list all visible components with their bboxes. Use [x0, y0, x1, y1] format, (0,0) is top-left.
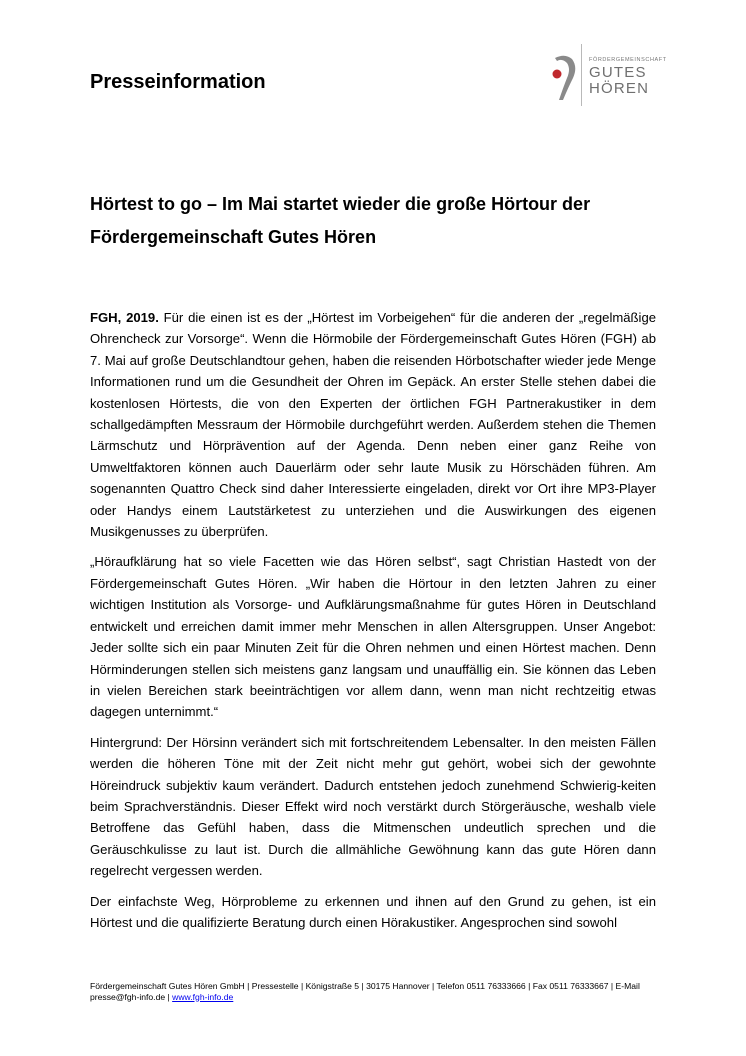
page-title: Presseinformation [90, 71, 266, 93]
paragraph-3: Hintergrund: Der Hörsinn verändert sich mit fortschreitendem Lebensalter. In den meisten Fällen werden die höheren Töne mit der Zeit nicht mehr gut gehört, wobei sich der gewohnte Höreindruck subjektiv kaum verändert. Dadurch entstehen jedoch zunehmend Schwierig-keiten beim Sprachverständnis. Dieser Effekt wird noch verstärkt durch Störgeräusche, weshalb viele Betroffene das Gefühl haben, dass die Mitmenschen undeutlich sprechen und die Geräuschkulisse zu laut ist. Durch die allmähliche Gewöhnung kann das gute Hören dann regelrecht vergessen werden. [90, 734, 656, 879]
logo-line-1: GUTES [589, 64, 647, 81]
paragraph-2: „Höraufklärung hat so viele Facetten wie das Hören selbst“, sagt Christian Hastedt von der Fördergemeinschaft Gutes Hören. „Wir haben die Hörtour in den letzten Jahren zu einer wichtigen Institution als Vorsorge- und Aufklärungsmaßnahme für gutes Hören in Deutschland entwickelt und erreichen damit immer mehr Menschen in allen Altersgruppen. Unser Angebot: Jeder sollte sich ein paar Minuten Zeit für die Ohren nehmen und einen Hörtest machen. Denn Hörminderungen stellen sich meistens ganz langsam und unauffällig ein. Sie können das Leben in vielen Bereichen stark beeinträchtigen vor allem dann, wenn man nicht rechtzeitig etwas dagegen unternimmt.“ [90, 554, 656, 720]
logo-line-2: HÖREN [589, 80, 650, 97]
paragraph-4: Der einfachste Weg, Hörprobleme zu erkennen und ihnen auf den Grund zu gehen, ist ein Hörtest und die qualifizierte Beratung durch einen Hörakustiker. Angesprochen sind sowohl [90, 893, 656, 930]
paragraph-1-text: Für die einen ist es der „Hörtest im Vorbeigehen“ für die anderen der „regelmäßige Ohrencheck zur Vorsorge“. Wenn die Hörmobile der Fördergemeinschaft Gutes Hören (FGH) ab 7. Mai auf große Deutschlandtour gehen, haben die reisenden Hörbotschafter wieder jede Menge Informationen rund um die Gesundheit der Ohren im Gepäck. An erster Stelle stehen dabei die kostenlosen Hörtests, die von den Experten der örtlichen FGH Partnerakustiker in dem schallgedämpften Messraum der Hörmobile durchgeführt werden. Außerdem stehen die Themen Lärmschutz und Hörprävention auf der Agenda. Denn neben einer ganz Reihe von Umweltfaktoren können auch Dauerlärm oder sehr laute Musik zu Hörschäden führen. Am sogenannten Quattro Check sind daher Interessierte eingeladen, direkt vor Ort ihre MP3-Player oder Handys einem Lautstärketest zu unterziehen und die Auswirkungen des eigenen Musikgenusses zu überprüfen. [90, 310, 657, 540]
paragraph-1 [90, 307, 656, 542]
headline: Hörtest to go – Im Mai startet wieder die große Hörtour der Fördergemeinschaft Gutes Hören [90, 194, 591, 247]
logo-divider [581, 44, 582, 106]
article-body [90, 307, 656, 942]
dateline: FGH, 2019. [90, 310, 159, 325]
footer [90, 981, 656, 1002]
fgh-logo [549, 44, 667, 106]
footer-text: Fördergemeinschaft Gutes Hören GmbH | Pressestelle | Königstraße 5 | 30175 Hannover | Telefon 0511 76333666 | Fax 0511 76333667 | E-Mail presse@fgh-info.de | [90, 981, 640, 1002]
ear-logo-icon [549, 52, 577, 102]
footer-website-link[interactable]: www.fgh-info.de [172, 991, 234, 1002]
logo-small-text: FÖRDERGEMEINSCHAFT [589, 57, 667, 63]
